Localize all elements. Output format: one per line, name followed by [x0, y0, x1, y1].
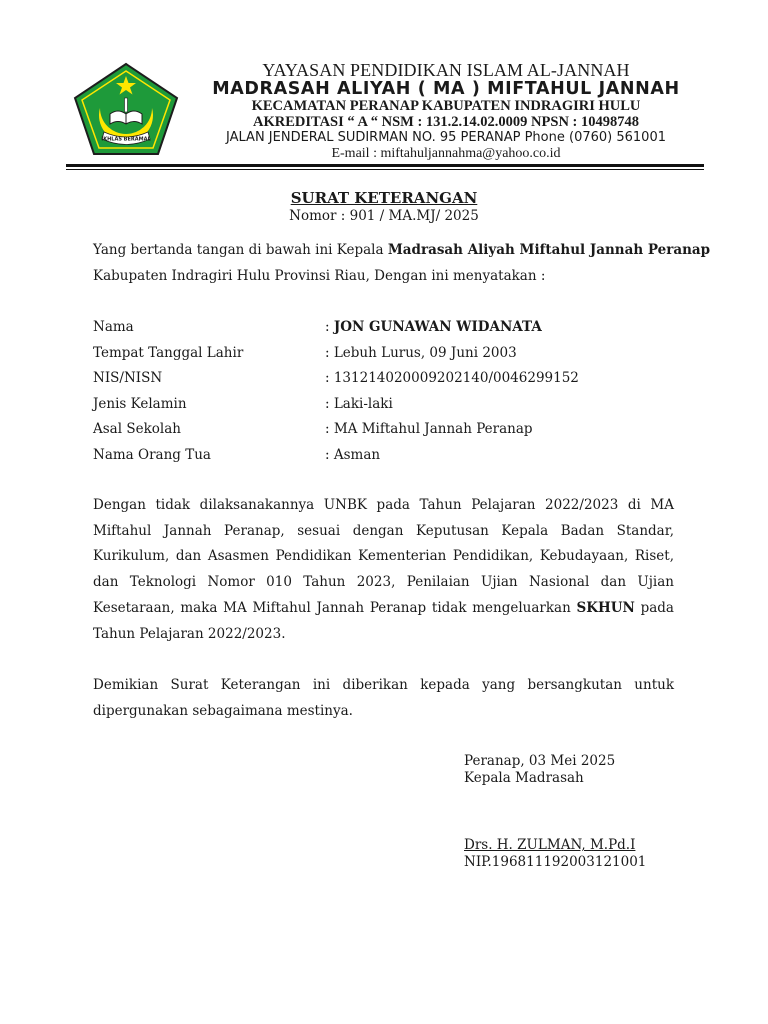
school-name: MADRASAH ALIYAH ( MA ) MIFTAHUL JANNAH	[212, 79, 680, 99]
intro-text: Yang bertanda tangan di bawah ini Kepala	[93, 242, 388, 258]
field-value-gender: : Laki-laki	[325, 395, 393, 412]
email-line: E-mail : miftahuljannahma@yahoo.co.id	[331, 146, 561, 161]
school-district: KECAMATAN PERANAP KABUPATEN INDRAGIRI HULU	[251, 98, 641, 114]
field-label-birth: Tempat Tanggal Lahir	[93, 344, 244, 361]
letter-number: Nomor : 901 / MA.MJ/ 2025	[289, 208, 479, 224]
logo-motto: IKHLAS BERAMAL	[101, 136, 151, 143]
foundation-name: YAYASAN PENDIDIKAN ISLAM AL-JANNAH	[262, 60, 630, 80]
letterhead-rule-thin	[66, 169, 704, 170]
signatory-name: Drs. H. ZULMAN, M.Pd.I	[464, 837, 636, 853]
signature-place-date: Peranap, 03 Mei 2025	[464, 753, 616, 769]
field-label-parent: Nama Orang Tua	[93, 446, 211, 463]
field-value-parent: : Asman	[325, 446, 381, 463]
intro-paragraph	[93, 238, 711, 289]
intro-text-cont: Kabupaten Indragiri Hulu Provinsi Riau, Dengan ini menyatakan :	[93, 267, 546, 284]
body-paragraph: Dengan tidak dilaksanakannya UNBK pada Tahun Pelajaran 2022/2023 di MA Miftahul Jannah Peranap, sesuai dengan Keputusan Kepala Badan Standar, Kurikulum, dan Asasmen Pendidikan Kementerian Pendidikan, Kebudayaan, Riset, dan Teknologi Nomor 010 Tahun 2023, Penilaian Ujian Nasional dan Ujian Kesetaraan, maka MA Miftahul Jannah Peranap tidak mengeluarkan SKHUN pada Tahun Pelajaran 2022/2023.	[93, 497, 674, 642]
address-phone-line: JALAN JENDERAL SUDIRMAN NO. 95 PERANAP Phone (0760) 561001	[226, 130, 666, 145]
accreditation-line: AKREDITASI “ A “ NSM : 131.2.14.02.0009 NPSN : 10498748	[252, 114, 640, 130]
signatory-nip: NIP.196811192003121001	[464, 854, 647, 870]
closing-paragraph: Demikian Surat Keterangan ini diberikan kepada yang bersangkutan untuk dipergunakan sebagaimana mestinya.	[93, 677, 674, 719]
field-label-name: Nama	[93, 319, 134, 335]
field-label-nis: NIS/NISN	[93, 370, 163, 387]
field-value-name: : JON GUNAWAN WIDANATA	[325, 319, 542, 335]
letterhead-rule-thick	[66, 164, 704, 167]
field-label-gender: Jenis Kelamin	[93, 395, 187, 412]
signature-position: Kepala Madrasah	[464, 770, 584, 786]
field-value-school: : MA Miftahul Jannah Peranap	[325, 421, 533, 438]
field-value-birth: : Lebuh Lurus, 09 Juni 2003	[325, 344, 517, 361]
field-value-nis: : 131214020009202140/0046299152	[325, 370, 579, 387]
intro-school-name: Madrasah Aliyah Miftahul Jannah Peranap	[387, 242, 711, 258]
skhun-term: SKHUN	[576, 599, 635, 616]
field-label-school: Asal Sekolah	[93, 421, 181, 438]
letter-title: SURAT KETERANGAN	[290, 189, 478, 207]
